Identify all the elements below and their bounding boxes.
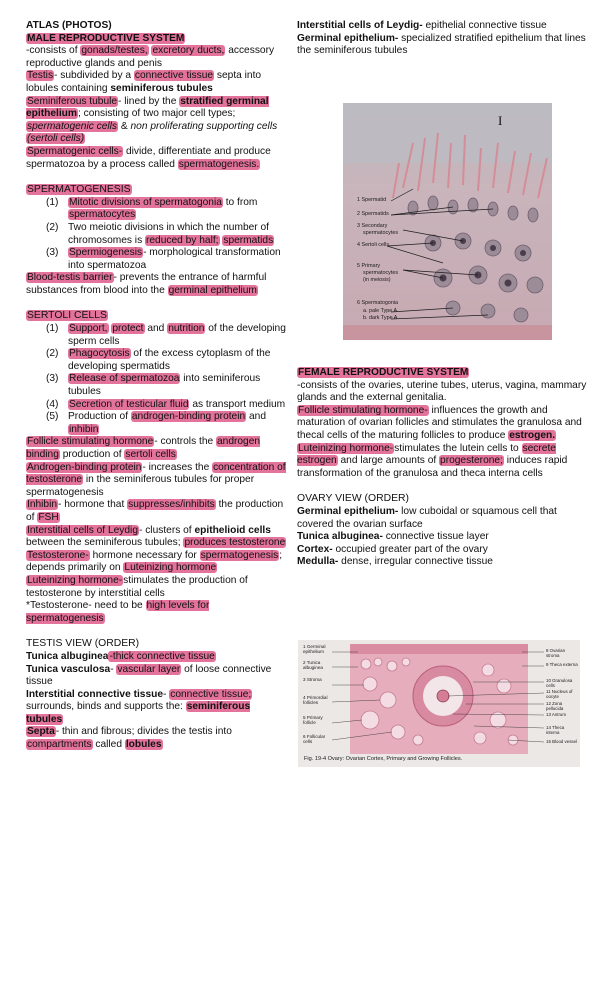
ovary-label-r11: 11 Nucleus of oocyte: [546, 689, 573, 699]
ovary-caption: Fig. 19-4 Ovary: Ovarian Cortex, Primary and Growing Follicles.: [304, 756, 463, 762]
testis-view-title: TESTIS VIEW (ORDER): [26, 638, 140, 650]
label-dark-type-a: b. dark Type A: [363, 315, 398, 321]
list-item: (3) Release of spermatozoa into seminiferous tubules: [46, 373, 261, 398]
plate-number: I: [498, 113, 503, 128]
right-column: [297, 20, 587, 58]
spermatogenesis-list: [26, 197, 288, 273]
ovary-label-stroma: 3 Stroma: [303, 677, 322, 682]
ovary-label-r9: 9 Theca externa: [546, 662, 578, 667]
ovary-label-r15: 15 Blood vessel: [546, 739, 577, 744]
female-lh-def: Luteinizing hormone-stimulates the lutein cells to secrete estrogen and large amounts of progesterone; induces rapid transformation of the granulosa and theca interna cells: [297, 442, 568, 479]
ovary-micrograph: [298, 640, 580, 767]
ovary-label-follicular: 6 Follicular cells: [303, 734, 326, 744]
list-item: (2) Phagocytosis of the excess cytoplasm of the developing spermatids: [46, 348, 271, 372]
ovary-tunica-def: Tunica albuginea- connective tissue layer: [297, 531, 489, 543]
label-spermatids: 2 Spermatids: [357, 211, 389, 217]
list-item: (2) Two meiotic divisions in which the number of chromosomes is reduced by half; spermatids: [46, 221, 274, 246]
label-pale-type-a: a. pale Type A: [363, 308, 398, 314]
seminiferous-def: Seminiferous tubule- lined by the stratified germinal epithelium; consisting of two major cell types; spermatogenic cells & non proliferating supporting cells (sertoli cells): [26, 95, 278, 145]
list-item: (1) Mitotic divisions of spermatogonia to from spermatocytes: [46, 196, 258, 221]
ovary-label-r8: 8 Ovarian stroma: [546, 648, 566, 658]
female-title: FEMALE REPRODUCTIVE SYSTEM: [298, 367, 469, 378]
list-item: (1) Support, protect and nutrition of the developing sperm cells: [46, 323, 286, 347]
btb-def: Blood-testis barrier- prevents the entrance of harmful substances from blood into the germinal epithelium: [26, 272, 267, 296]
ovary-label-germinal: 1 Germinal epithelium: [303, 644, 326, 654]
spermatogenic-def: Spermatogenic cells- divide, differentiate and produce spermatozoa by a process called spermatogenesis.: [26, 145, 271, 170]
male-title: MALE REPRODUCTIVE SYSTEM: [27, 32, 185, 44]
label-primary: 5 Primary: [357, 263, 381, 269]
abp-def: Androgen-binding protein- increases the concentration of testosterone in the seminiferous tubules for proper spermatogenesis: [26, 461, 286, 498]
sertoli-title: SERTOLI CELLS: [27, 310, 107, 322]
male-consists: -consists of gonads/testes, excretory ducts, accessory reproductive glands and penis: [26, 45, 275, 69]
ovary-cortex-def: Cortex- occupied greater part of the ovary: [297, 543, 488, 555]
tunica-vasculosa-def: Tunica vasculosa- vascular layer of loose connective tissue: [26, 663, 272, 688]
label-in-meiosis: (in meiosis): [363, 277, 391, 283]
label-sertoli: 4 Sertoli cells: [357, 242, 390, 248]
female-fsh-def: Follicle stimulating hormone- influences the growth and maturation of ovarian follicles and stimulates the granulosa and thecal cells of the maturing follicles to produce estrogen.: [297, 404, 582, 441]
inhibin-def: Inhibin- hormone that suppresses/inhibits the production of FSH: [26, 499, 284, 523]
leydig-def: Interstitial cells of Leydig- clusters of epithelioid cells between the seminiferous tubules; produces testosterone: [26, 524, 286, 549]
ovary-label-primary: 5 Primary follicle: [303, 715, 323, 725]
list-item: (3) Spermiogenesis- morphological transformation into spermatozoa: [46, 247, 281, 271]
testosterone-note: *Testosterone- need to be high levels for spermatogenesis: [26, 600, 210, 624]
ovary-label-r10: 10 Granulosa cells: [546, 678, 573, 688]
germinal-epithelium-def: Germinal epithelium- specialized stratified epithelium that lines the seminiferous tubules: [297, 32, 586, 57]
ovary-medulla-def: Medulla- dense, irregular connective tissue: [297, 556, 493, 568]
atlas-heading: ATLAS (PHOTOS): [26, 20, 112, 31]
ovary-germinal-def: Germinal epithelium- low cuboidal or squamous cell that covered the ovarian surface: [297, 505, 557, 530]
ovary-label-r12: 12 Zona pellucida: [546, 701, 564, 711]
tunica-albuginea-def: Tunica albuginea-thick connective tissue: [26, 650, 215, 662]
lh-def: Luteinizing hormone-stimulates the production of testosterone by interstitial cells: [26, 574, 248, 599]
list-item: (5) Production of androgen-binding protein and inhibin: [46, 411, 266, 435]
female-consists: -consists of the ovaries, uterine tubes, uterus, vagina, mammary glands and the external genitalia.: [297, 379, 587, 404]
female-section: [297, 367, 587, 569]
ovary-label-r14: 14 Theca interna: [546, 725, 565, 735]
label-spermatid: 1 Spermatid: [357, 197, 387, 203]
interstitial-ct-def: Interstitial connective tissue- connective tissue; surrounds, binds and supports the: seminiferous tubules: [26, 688, 252, 725]
leydig-right-def: Interstitial cells of Leydig- epithelial connective tissue: [297, 20, 547, 31]
ovary-drawing: [298, 640, 580, 767]
testosterone-def: Testosterone- hormone necessary for spermatogenesis; depends primarily on Luteinizing hormone: [26, 549, 283, 574]
label-spermatogonia: 6 Spermatogonia: [357, 300, 399, 306]
ovary-label-primordial: 4 Primordial follicles: [303, 695, 328, 705]
seminiferous-micrograph: [343, 103, 552, 340]
septa-def: Septa- thin and fibrous; divides the testis into compartments called lobules: [27, 726, 232, 751]
sertoli-list: [26, 323, 288, 436]
fsh-def: Follicle stimulating hormone- controls the androgen binding production of sertoli cells: [26, 436, 261, 460]
spermatogenesis-title: SPERMATOGENESIS: [27, 184, 131, 196]
list-item: (4) Secretion of testicular fluid as transport medium: [46, 398, 286, 410]
testis-def: Testis- subdivided by a connective tissue septa into lobules containing seminiferous tubules: [26, 70, 262, 94]
label-spermatocytes: spermatocytes: [363, 230, 399, 236]
label-secondary: 3 Secondary: [357, 223, 388, 229]
ovary-label-tunica: 2 Tunica albuginea: [303, 660, 323, 670]
ovary-label-r13: 13 Antrum: [546, 712, 567, 717]
left-column: [26, 20, 288, 752]
ovary-view-title: OVARY VIEW (ORDER): [297, 493, 410, 505]
label-primary-spermatocytes: spermatocytes: [363, 270, 399, 276]
